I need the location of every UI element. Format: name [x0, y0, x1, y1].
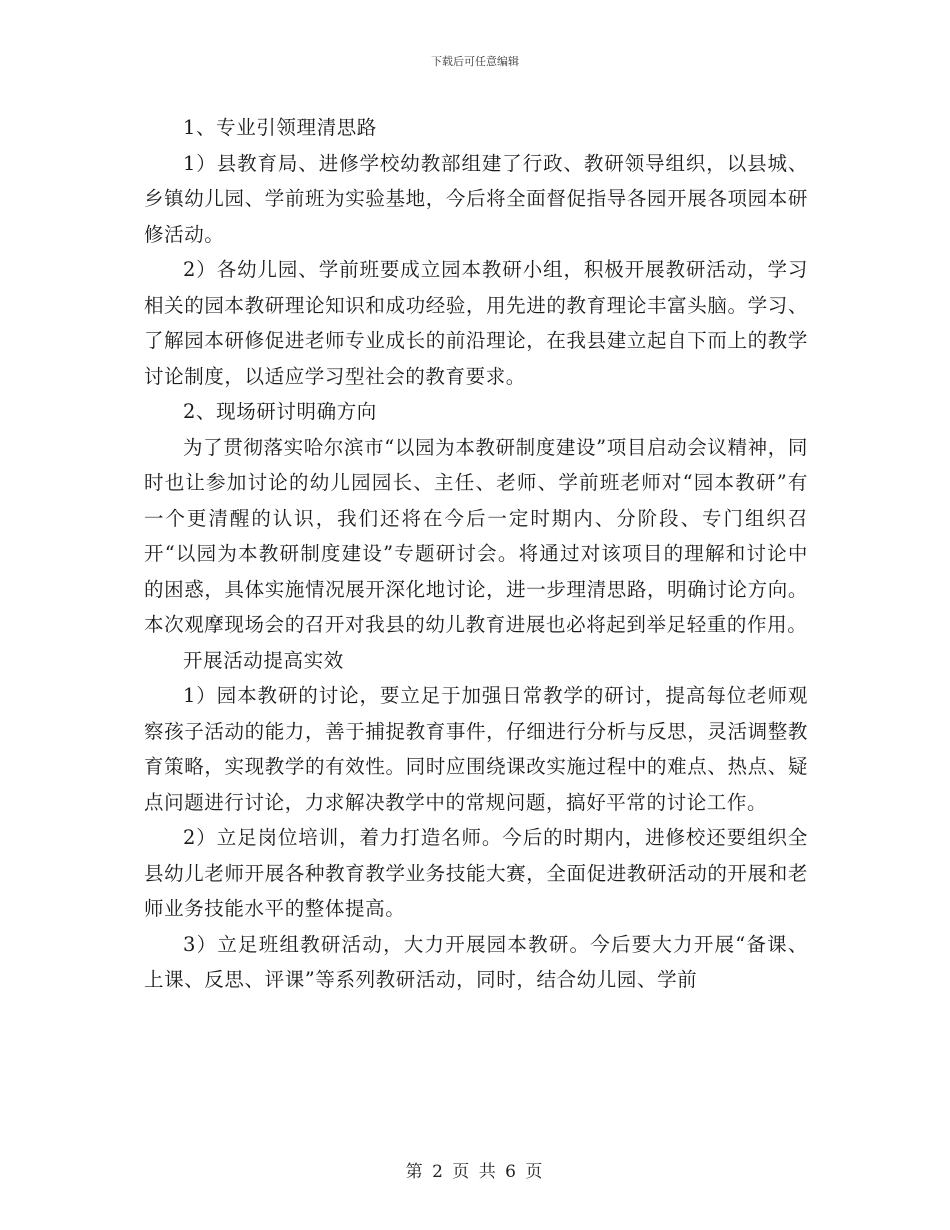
paragraph: 2）立足岗位培训，着力打造名师。今后的时期内，进修校还要组织全县幼儿老师开展各种教育教学业务技能大赛，全面促进教研活动的开展和老师业务技能水平的整体提高。: [144, 826, 808, 920]
document-body: [144, 110, 808, 998]
page-header: 下载后可任意编辑: [431, 55, 519, 68]
section-heading: 1、专业引领理清思路: [183, 116, 377, 139]
paragraph: 3）立足班组教研活动，大力开展园本教研。今后要大力开展“备课、上课、反思、评课”等系列教研活动，同时，结合幼儿园、学前: [144, 932, 808, 991]
paragraph: 为了贯彻落实哈尔滨市“以园为本教研制度建设”项目启动会议精神，同时也让参加讨论的幼儿园园长、主任、老师、学前班老师对“园本教研”有一个更清醒的认识，我们还将在今后一定时期内、分阶段、专门组织召开“以园为本教研制度建设”专题研讨会。将通过对该项目的理解和讨论中的困惑，具体实施情况展开深化地讨论，进一步理清思路，明确讨论方向。本次观摩现场会的召开对我县的幼儿教育进展也必将起到举足轻重的作用。: [144, 435, 808, 636]
section-heading: 开展活动提高实效: [183, 648, 344, 672]
section-heading: 2、现场研讨明确方向: [183, 400, 377, 423]
paragraph: 1）县教育局、进修学校幼教部组建了行政、教研领导组织，以县城、乡镇幼儿园、学前班为实验基地，今后将全面督促指导各园开展各项园本研修活动。: [144, 151, 808, 246]
page-footer: 第 2 页 共 6 页: [405, 1162, 545, 1182]
paragraph: 1）园本教研的讨论，要立足于加强日常教学的研讨，提高每位老师观察孩子活动的能力，善于捕捉教育事件，仔细进行分析与反思，灵活调整教育策略，实现教学的有效性。同时应围绕课改实施过程中的难点、热点、疑点问题进行讨论，力求解决教学中的常规问题，搞好平常的讨论工作。: [144, 684, 808, 814]
paragraph: 2）各幼儿园、学前班要成立园本教研小组，积极开展教研活动，学习相关的园本教研理论知识和成功经验，用先进的教育理论丰富头脑。学习、了解园本研修促进老师专业成长的前沿理论，在我县建立起自下而上的教学讨论制度，以适应学习型社会的教育要求。: [144, 258, 808, 388]
